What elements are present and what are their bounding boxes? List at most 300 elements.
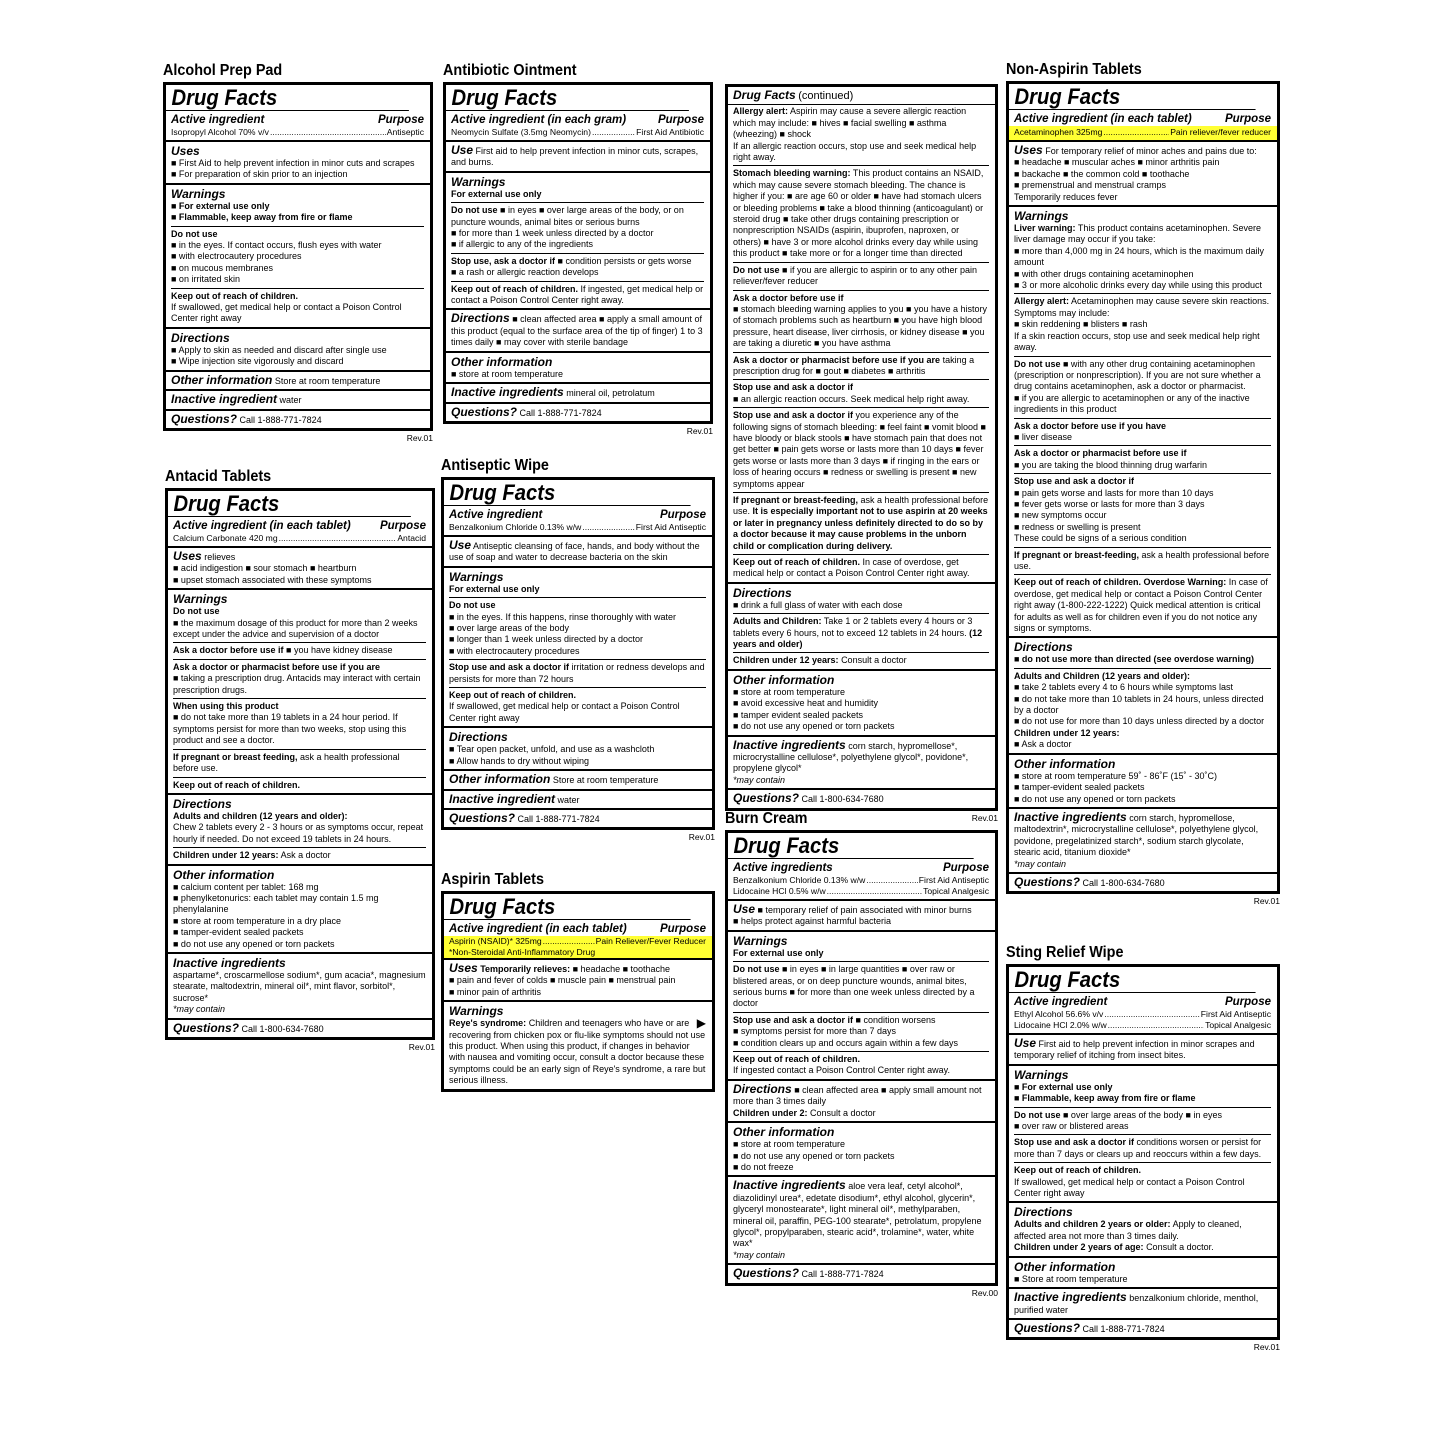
directions-title: Directions [449, 730, 508, 745]
other-title: Other information [449, 772, 551, 787]
directions-title: Directions [451, 311, 510, 326]
warning-sub-head: Keep out of reach of children. [451, 283, 579, 294]
ingredient-name: Ethyl Alcohol 56.6% v/v [1014, 1009, 1104, 1019]
warning-sub-line: ■ condition clears up and occurs again within a few days [733, 1037, 959, 1048]
reye-head: Reye's syndrome: [449, 1018, 527, 1029]
uses-intro: Antiseptic cleansing of face, hands, and body without the use of soap and water to decrease bacteria on the skin [449, 541, 700, 563]
warning-sub-line: ■ longer than 1 week unless directed by a doctor [449, 634, 644, 645]
block-text: In case of overdose, get medical help or contact a Poison Control Center right away. [733, 557, 970, 579]
ingredient-purpose: Antacid [397, 533, 426, 543]
directions-after-head: Children under 12 years: [173, 850, 279, 861]
revision: Rev.01 [408, 1042, 435, 1052]
directions-section [444, 728, 712, 771]
other-title: Other information [173, 867, 275, 882]
active-section [446, 111, 710, 142]
warning-sub-head: Ask a doctor or pharmacist before use if [1014, 448, 1187, 459]
block-head: Do not use [733, 264, 780, 275]
directions-sub-head: Adults and Children (12 years and older): [1014, 670, 1191, 681]
panel-aspirin-continued [725, 84, 998, 824]
uses-line: ■ backache ■ the common cold ■ toothache [1014, 168, 1190, 179]
continued-label: (continued) [798, 90, 854, 102]
directions-title: Directions [733, 585, 792, 600]
uses-title: Uses [1014, 143, 1043, 157]
other-info-section [446, 353, 710, 384]
inactive-title: Inactive ingredient [171, 392, 278, 407]
warning-sub-head: Keep out of reach of children. Overdose Warning: [1014, 577, 1227, 588]
questions-text: Call 1-888-771-7824 [801, 1269, 884, 1280]
warning-sub-head: Stop use and ask a doctor if [1014, 476, 1135, 487]
warning-sub-head: Keep out of reach of children. [173, 779, 301, 790]
ingredient-name: Lidocaine HCl 0.5% w/w [733, 886, 826, 896]
other-line: ■ store at room temperature 59˚ - 86˚F (15˚ - 30˚C) [1014, 770, 1218, 781]
questions-section [728, 790, 995, 807]
uses-line: ■ premenstrual and menstrual cramps [1014, 180, 1166, 191]
warnings-section [168, 590, 432, 795]
questions-section [1009, 1320, 1277, 1337]
warnings-section [1009, 207, 1277, 638]
ingredient-name: Lidocaine HCl 2.0% w/w [1014, 1020, 1107, 1030]
warning-sub-line: ■ fever gets worse or lasts for more than 3 days [1014, 498, 1205, 509]
directions-section [166, 329, 430, 372]
warning-sub-head: Do not use [1014, 1109, 1061, 1120]
warning-sub-line: ■ redness or swelling is present [1014, 521, 1141, 532]
questions-title: Questions? [173, 1020, 240, 1035]
drug-facts-label [441, 891, 715, 1092]
warning-sub-line: If swallowed, get medical help or contact a Poison Control Center right away [449, 701, 680, 723]
uses-line: ■ First Aid to help prevent infection in minor cuts and scrapes [171, 158, 415, 168]
ingredient-name: Calcium Carbonate 420 mg [173, 533, 278, 543]
inactive-section [444, 791, 712, 810]
warning-sub-head: Keep out of reach of children. [171, 290, 299, 301]
other-line: ■ do not freeze [733, 1161, 794, 1172]
questions-title: Questions? [733, 791, 800, 806]
questions-section [444, 810, 712, 827]
product-title: Antiseptic Wipe [441, 457, 549, 474]
warning-sub-line: ■ the maximum dosage of this product for more than 2 weeks except under the advice and supervision of a doctor [173, 617, 418, 640]
other-info-section [1009, 755, 1277, 809]
other-title: Other information [733, 1125, 835, 1140]
directions-inline: ■ clean affected area ■ apply small amount not more than 3 times daily [733, 1084, 982, 1107]
other-info-section [728, 1123, 995, 1177]
warning-sub-line: These could be signs of a serious condition [1014, 533, 1187, 544]
warning-sub-line: ■ for more than 1 week unless directed by a doctor [451, 228, 654, 239]
warning-line: For external use only [733, 947, 824, 958]
other-line: ■ do not use any opened or torn packets [733, 1150, 895, 1161]
warnings-section [1009, 1066, 1277, 1204]
warnings-section [166, 185, 430, 329]
purpose-header: Purpose [377, 114, 424, 126]
warning-sub-head: When using this product [173, 701, 279, 712]
drug-facts-label [165, 488, 435, 1040]
drug-facts-heading: Drug Facts [446, 85, 689, 111]
inactive-text: water [279, 395, 302, 406]
drug-facts-label [443, 82, 713, 424]
purpose-header: Purpose [379, 520, 426, 532]
warning-sub-inline: irritation or redness develops and persists for more than 72 hours [449, 662, 705, 684]
panel-alcohol-prep-pad [163, 62, 433, 444]
block-text: ask a health professional before use. [733, 495, 989, 517]
drug-facts-heading: Drug Facts [728, 833, 974, 859]
warning-sub-head: Stop use, ask a doctor if [451, 255, 556, 266]
warnings-title: Warnings [449, 569, 504, 584]
directions-section [168, 795, 432, 866]
drug-facts-heading: Drug Facts [733, 88, 796, 102]
warning-sub-line: If swallowed, get medical help or contact a Poison Control Center right away [171, 302, 402, 324]
warnings-title: Warnings [733, 933, 788, 948]
other-line: ■ do not use any opened or torn packets [733, 721, 895, 732]
questions-text: Call 1-800-634-7680 [241, 1023, 324, 1034]
warning-sub-inline: In case of overdose, get medical help or contact a Poison Control Center right away (1-800-222-1222) Quick medical attention is critical for adults as well as for children even if you do not notice any signs or symptoms. [1014, 577, 1268, 634]
ingredient-purpose: First Aid Antibiotic [636, 127, 704, 137]
warning-sub-line: ■ skin reddening ■ blisters ■ rash [1014, 319, 1148, 330]
directions-sub-head: Children under 12 years: [1014, 727, 1120, 738]
questions-section [166, 411, 430, 428]
warning-line: For external use only [451, 188, 542, 199]
warning-sub-line: ■ if you are allergic to acetaminophen or any of the inactive ingredients in this product [1014, 392, 1250, 415]
inactive-text: mineral oil, petrolatum [566, 388, 655, 399]
directions-sub-head: Adults and Children: [733, 616, 822, 627]
directions-after: Consult a doctor [810, 1107, 876, 1118]
inactive-text: corn starch, hypromellose, maltodextrin*, microcrystalline cellulose*, polyethylene glycol, povidone, pregelatinized starch*, sodium starch glycolate, stearic acid, titanium dioxide* [1014, 812, 1259, 858]
active-section [728, 859, 995, 901]
warnings-section [446, 173, 710, 311]
drug-facts-label [1006, 81, 1280, 894]
warning-sub-line: ■ on mucous membranes [171, 262, 273, 273]
block-bold: It is especially important not to use aspirin at 20 weeks or later in pregnancy unless definitely directed to do so by a doctor because it may cause problems in the unborn child or complication during delivery. [733, 506, 988, 551]
directions-line: ■ Tear open packet, unfold, and use as a washcloth [449, 744, 655, 755]
directions-title: Directions [1014, 640, 1073, 655]
warning-sub-line: ■ pain gets worse and lasts for more than 10 days [1014, 487, 1214, 498]
block-text: Aspirin may cause a severe allergic reaction which may include: ■ hives ■ facial swelling ■ asthma (wheezing) ■ shock [733, 106, 967, 140]
inactive-text: corn starch, hypromellose*, microcrystalline cellulose*, polyethylene glycol*, povidone*, propylene glycol* [733, 740, 969, 774]
block-line: ■ stomach bleeding warning applies to you ■ you have a history of stomach problems such as heartburn ■ you have high blood pressure, heart disease, liver cirrhosis, or kidney disease ■ you are taking a diuretic ■ you have asthma [733, 303, 988, 349]
warning-sub-head: Stop use and ask a doctor if [1014, 1137, 1135, 1148]
directions-sub-text: Apply to cleaned, affected area not more than 3 times daily. [1014, 1219, 1242, 1241]
other-info-section [168, 866, 432, 954]
other-line: ■ do not use any opened or torn packets [1014, 793, 1176, 804]
warning-sub-inline: ■ you have kidney disease [286, 645, 393, 656]
other-line: ■ store at room temperature in a dry place [173, 915, 342, 926]
questions-title: Questions? [449, 810, 516, 825]
inactive-title: Inactive ingredient [449, 791, 556, 806]
ingredient-name: Acetaminophen 325mg [1014, 127, 1103, 137]
uses-line: ■ pain and fever of colds ■ muscle pain ■ menstrual pain [449, 975, 676, 986]
directions-line: ■ drink a full glass of water with each dose [733, 599, 903, 610]
questions-section [1009, 874, 1277, 891]
active-header: Active ingredients [733, 862, 833, 874]
directions-line: ■ Wipe injection site vigorously and discard [171, 356, 344, 367]
warning-sub-head: Keep out of reach of children. [1014, 1165, 1142, 1176]
warning-sub-line: ■ in eyes ■ over large areas of the body, or on puncture wounds, animal bites or serious burns [451, 205, 684, 227]
drug-facts-heading: Drug Facts [444, 480, 691, 506]
uses-section [728, 901, 995, 932]
directions-title: Directions [171, 330, 230, 345]
directions-after-head: Children under 2: [733, 1107, 808, 1118]
directions-title: Directions [1014, 1205, 1073, 1220]
product-title: Burn Cream [725, 810, 808, 827]
questions-title: Questions? [1014, 1320, 1081, 1335]
uses-line: ■ minor pain of arthritis [449, 986, 541, 997]
warning-sub-head: Keep out of reach of children. [449, 690, 577, 701]
directions-section [1009, 638, 1277, 754]
uses-title: Use [449, 538, 472, 552]
warning-sub-line: ■ a rash or allergic reaction develops [451, 267, 599, 278]
other-info-section [728, 671, 995, 737]
uses-section [168, 548, 432, 590]
product-title: Alcohol Prep Pad [163, 62, 283, 79]
drug-facts-heading: Drug Facts [1009, 967, 1256, 993]
directions-title: Directions [733, 1081, 792, 1096]
warnings-title: Warnings [1014, 209, 1069, 224]
uses-intro: First aid to help prevent infection in minor cuts, scrapes, and burns. [451, 146, 699, 168]
warning-sub-inline: ask a health professional before use. [1014, 549, 1270, 571]
block-head: Stomach bleeding warning: [733, 168, 851, 179]
warning-sub-inline: ■ in eyes ■ in large quantities ■ over raw or blistered areas, or on deep puncture wounds, animal bites, serious burns ■ for more than one week unless directed by a doctor [733, 964, 975, 1009]
questions-text: Call 1-888-771-7824 [239, 414, 322, 425]
directions-sub-line: ■ Ask a doctor [1014, 739, 1072, 750]
uses-title: Use [733, 902, 756, 916]
directions-sub-text: Consult a doctor. [1146, 1242, 1214, 1253]
ingredient-name: Benzalkonium Chloride 0.13% w/w [449, 522, 582, 532]
directions-section [1009, 1203, 1277, 1257]
other-line: ■ store at room temperature [451, 368, 563, 379]
uses-title: Uses [173, 549, 202, 563]
active-header: Active ingredient [1014, 996, 1108, 1008]
directions-sub-bold: (12 years and older) [733, 627, 983, 650]
warning-sub-inline: ■ over large areas of the body ■ in eyes [1060, 1109, 1222, 1120]
ingredient-purpose: Topical Analgesic [1205, 1020, 1271, 1030]
other-line: ■ store at room temperature [733, 1139, 845, 1150]
warning-sub-head: If pregnant or breast feeding, [173, 751, 298, 762]
product-title: Antacid Tablets [165, 468, 272, 485]
purpose-header: Purpose [659, 509, 706, 521]
ingredient-purpose: First Aid Antiseptic [918, 875, 989, 885]
warning-sub-line: ■ you are taking the blood thinning drug warfarin [1014, 459, 1208, 470]
warning-sub-line: ■ with electrocautery procedures [171, 251, 302, 262]
panel-non-aspirin-tablets [1006, 61, 1280, 907]
directions-sub-head: Children under 2 years of age: [1014, 1242, 1144, 1253]
active-header: Active ingredient [449, 509, 543, 521]
may-contain: *may contain [733, 774, 786, 785]
questions-text: Call 1-888-771-7824 [519, 407, 602, 418]
warning-sub-line: ■ with electrocautery procedures [449, 645, 580, 656]
active-section [1009, 110, 1277, 142]
inactive-title: Inactive ingredients [1014, 809, 1127, 824]
other-info-section [444, 771, 712, 790]
questions-text: Call 1-800-634-7680 [801, 794, 884, 805]
may-contain: *may contain [173, 1004, 226, 1015]
other-title: Other information [1014, 756, 1116, 771]
warning-sub-head: Do not use [171, 228, 218, 239]
directions-bold-line: ■ do not use more than directed (see overdose warning) [1014, 654, 1254, 665]
ingredient-purpose: Topical Analgesic [923, 886, 989, 896]
active-section [166, 111, 430, 142]
warnings-section [728, 932, 995, 1081]
warning-sub-line: ■ symptoms persist for more than 7 days [733, 1026, 896, 1037]
block-line: ■ an allergic reaction occurs. Seek medical help right away. [733, 393, 970, 404]
uses-line: ■ upset stomach associated with these symptoms [173, 574, 372, 585]
product-title: Antibiotic Ointment [443, 62, 577, 79]
active-section [444, 506, 712, 537]
warning-sub-head: Ask a doctor before use if [173, 645, 284, 656]
warnings-title: Warnings [1014, 1067, 1069, 1082]
other-title: Other information [1014, 1259, 1116, 1274]
warning-sub-line: ■ if allergic to any of the ingredients [451, 239, 594, 250]
purpose-header: Purpose [942, 862, 989, 874]
drug-facts-label [441, 477, 715, 830]
product-title: Non-Aspirin Tablets [1006, 61, 1142, 78]
warning-sub-line: ■ over raw or blistered areas [1014, 1121, 1129, 1132]
uses-section [166, 142, 430, 185]
ingredient-note: *Non-Steroidal Anti-Inflammatory Drug [449, 947, 596, 957]
inactive-title: Inactive ingredients [733, 1178, 846, 1193]
warning-sub-line: If ingested contact a Poison Control Center right away. [733, 1065, 950, 1076]
active-section [444, 920, 712, 960]
uses-line: ■ headache ■ muscular aches ■ minor arthritis pain [1014, 157, 1220, 168]
other-title: Other information [451, 354, 553, 369]
uses-intro: Temporarily relieves: [480, 964, 571, 974]
reye-text: Children and teenagers who have or are recovering from chicken pox or flu-like symptoms should not use this product. When using this product, if changes in behavior with nausea and vomiting occur, consult a doctor because these symptoms could be an early sign of Reye's syndrome, a rare but serious illness. [449, 1018, 706, 1086]
warning-sub-head: Keep out of reach of children. [733, 1054, 861, 1065]
block-head: If pregnant or breast-feeding, [733, 495, 859, 505]
directions-title: Directions [173, 796, 232, 811]
directions-sub-line: ■ do not use for more than 10 days unless directed by a doctor [1014, 716, 1265, 727]
block-head: Allergy alert: [733, 106, 789, 117]
warning-sub-inline: ■ condition persists or gets worse [557, 255, 692, 266]
other-line: ■ store at room temperature [733, 686, 845, 697]
drug-facts-label [725, 84, 998, 811]
active-header: Active ingredient (in each tablet) [449, 923, 627, 935]
inactive-text: water [557, 794, 580, 805]
directions-sub-line: ■ do not take more than 10 tablets in 24 hours, unless directed by a doctor [1014, 693, 1264, 716]
purpose-header: Purpose [1224, 113, 1271, 125]
warning-sub-head: Do not use [733, 964, 780, 975]
directions-sub-text: Take 1 or 2 tablets every 4 hours or 3 tablets every 6 hours, not to exceed 12 tablets in 24 hours. [733, 616, 973, 638]
panel-burn-cream [725, 810, 998, 1299]
drug-facts-heading: Drug Facts [166, 85, 409, 111]
other-line: ■ tamper-evident sealed packets [1014, 782, 1145, 793]
directions-bold: Adults and children (12 years and older): [173, 810, 348, 821]
warning-sub-line: ■ in the eyes. If contact occurs, flush eyes with water [171, 240, 382, 251]
warning-sub-line: ■ more than 4,000 mg in 24 hours, which is the maximum daily amount [1014, 245, 1265, 268]
questions-title: Questions? [171, 411, 238, 426]
revision: Rev.01 [406, 432, 433, 443]
warning-sub-line: ■ with other drugs containing acetaminophen [1014, 268, 1194, 279]
drug-facts-heading: Drug Facts [168, 491, 411, 517]
other-line: ■ calcium content per tablet: 168 mg [173, 881, 319, 892]
directions-after: Ask a doctor [280, 850, 331, 861]
directions-sub-line: ■ take 2 tablets every 4 to 6 hours while symptoms last [1014, 682, 1234, 693]
uses-title: Use [1014, 1036, 1037, 1050]
other-line: ■ Store at room temperature [1014, 1273, 1128, 1284]
inactive-section [168, 954, 432, 1020]
warning-sub-line: ■ 3 or more alcoholic drinks every day while using this product [1014, 280, 1263, 291]
warning-sub-line: ■ on irritated skin [171, 274, 240, 285]
warning-sub-head: Do not use [451, 205, 498, 216]
ingredient-name: Benzalkonium Chloride 0.13% w/w [733, 875, 866, 885]
warning-sub-head: Liver warning: [1014, 223, 1076, 234]
purpose-header: Purpose [659, 923, 706, 935]
warning-sub-inline: If ingested, get medical help or contact a Poison Control Center right away. [451, 283, 704, 306]
warnings-title: Warnings [171, 186, 226, 201]
block-head: Keep out of reach of children. [733, 557, 861, 568]
ingredient-purpose: First Aid Antiseptic [635, 522, 706, 532]
drug-facts-heading: Drug Facts [1009, 84, 1256, 110]
purpose-header: Purpose [1224, 996, 1271, 1008]
uses-intro: ■ temporary relief of pain associated with minor burns [757, 905, 972, 915]
block-text: ■ if you are allergic to aspirin or to any other pain reliever/fever reducer [733, 264, 978, 287]
warning-sub-head: Stop use and ask a doctor if [733, 1014, 854, 1025]
ingredient-purpose: Pain reliever/fever reducer [1170, 127, 1271, 137]
warning-sub-head: Ask a doctor before use if you have [1014, 420, 1167, 431]
inactive-section [166, 391, 430, 410]
block-text: you experience any of the following signs of stomach bleeding: ■ feel faint ■ vomit blood ■ have bloody or black stools ■ have stomach pain that does not get better ■ pain gets worse or lasts more than 10 days ■ fever gets worse or lasts more than 3 days ■ if ringing in the ears or loss of hearing occurs ■ redness or swelling is present ■ new symptoms appear [733, 410, 986, 489]
other-line: ■ tamper-evident sealed packets [173, 927, 304, 938]
warnings-section [444, 1002, 712, 1088]
warning-sub-head: Stop use and ask a doctor if [449, 662, 570, 673]
inactive-title: Inactive ingredients [173, 955, 286, 970]
revision: Rev.01 [1253, 896, 1280, 907]
other-line: ■ phenylketonurics: each tablet may contain 1.5 mg phenylalanine [173, 892, 379, 915]
continue-arrow-icon: ▶ [696, 1016, 706, 1031]
revision: Rev.01 [1253, 1342, 1280, 1353]
questions-text: Call 1-888-771-7824 [1082, 1323, 1165, 1334]
uses-intro: First aid to help prevent infection in minor scrapes and temporary relief of itching from insect bites. [1014, 1039, 1255, 1061]
ingredient-purpose: Pain Reliever/Fever Reducer [595, 936, 706, 946]
warning-sub-inline: conditions worsen or persist for more than 7 days or clears up and reoccurs within a few days. [1014, 1137, 1262, 1159]
drug-facts-label [1006, 964, 1280, 1340]
warning-line: ■ For external use only [1014, 1081, 1113, 1092]
directions-section [728, 1081, 995, 1123]
warning-sub-head: Do not use [173, 606, 220, 617]
questions-title: Questions? [733, 1266, 800, 1281]
warning-sub-inline: ■ condition worsens [853, 1014, 936, 1025]
block-text: taking a prescription drug for ■ gout ■ diabetes ■ arthritis [733, 354, 975, 376]
warning-sub-line: If swallowed, get medical help or contact a Poison Control Center right away [1014, 1176, 1245, 1199]
active-header: Active ingredient [171, 114, 265, 126]
other-line: ■ do not use any opened or torn packets [173, 938, 335, 949]
directions-line: Chew 2 tablets every 2 - 3 hours or as symptoms occur, repeat hourly if needed. Do not exceed 19 tablets in 24 hours. [173, 822, 424, 844]
active-section [1009, 993, 1277, 1035]
uses-title: Use [451, 143, 474, 157]
inactive-section [1009, 809, 1277, 874]
inactive-title: Inactive ingredients [1014, 1290, 1127, 1305]
questions-title: Questions? [451, 404, 518, 419]
other-info-section [1009, 1258, 1277, 1289]
inactive-text: aspartame*, croscarmellose sodium*, gum acacia*, magnesium stearate, maltodextrin, mineral oil*, mint flavor, sorbitol*, sucrose* [173, 969, 426, 1003]
questions-section [728, 1265, 995, 1282]
warning-sub-line: ■ do not take more than 19 tablets in a 24 hour period. If symptoms persist for more than two weeks, stop using this product and see a doctor. [173, 712, 407, 746]
other-title: Other information [171, 372, 273, 387]
warning-sub-head: Do not use [1014, 358, 1061, 369]
product-title: Sting Relief Wipe [1006, 944, 1124, 961]
drug-facts-label [725, 830, 998, 1286]
other-text: Store at room temperature [274, 375, 381, 386]
block-text: This product contains an NSAID, which may cause severe stomach bleeding. The chance is higher if you: ■ are age 60 or older ■ have had stomach ulcers or bleeding problems ■ take a blood thinning (anticoagulant) or steroid drug ■ take other drugs containing prescription or nonprescription NSAIDs (aspirin, ibuprofen, naproxen, or others) ■ have 3 or more alcohol drinks every day while using this product ■ take more or for a longer time than directed [733, 168, 984, 259]
questions-section [446, 404, 710, 421]
purpose-header: Purpose [657, 114, 704, 126]
inactive-title: Inactive ingredients [733, 737, 846, 752]
warnings-section [728, 105, 995, 583]
uses-intro: relieves [204, 552, 236, 562]
ingredient-name: Neomycin Sulfate (3.5mg Neomycin) [451, 127, 591, 137]
warning-sub-head: Allergy alert: [1014, 296, 1070, 307]
warning-line: ■ For external use only [171, 200, 270, 211]
revision: Rev.01 [686, 425, 713, 436]
uses-section [444, 960, 712, 1002]
uses-section [1009, 142, 1277, 207]
ingredient-purpose: Antiseptic [386, 127, 424, 137]
